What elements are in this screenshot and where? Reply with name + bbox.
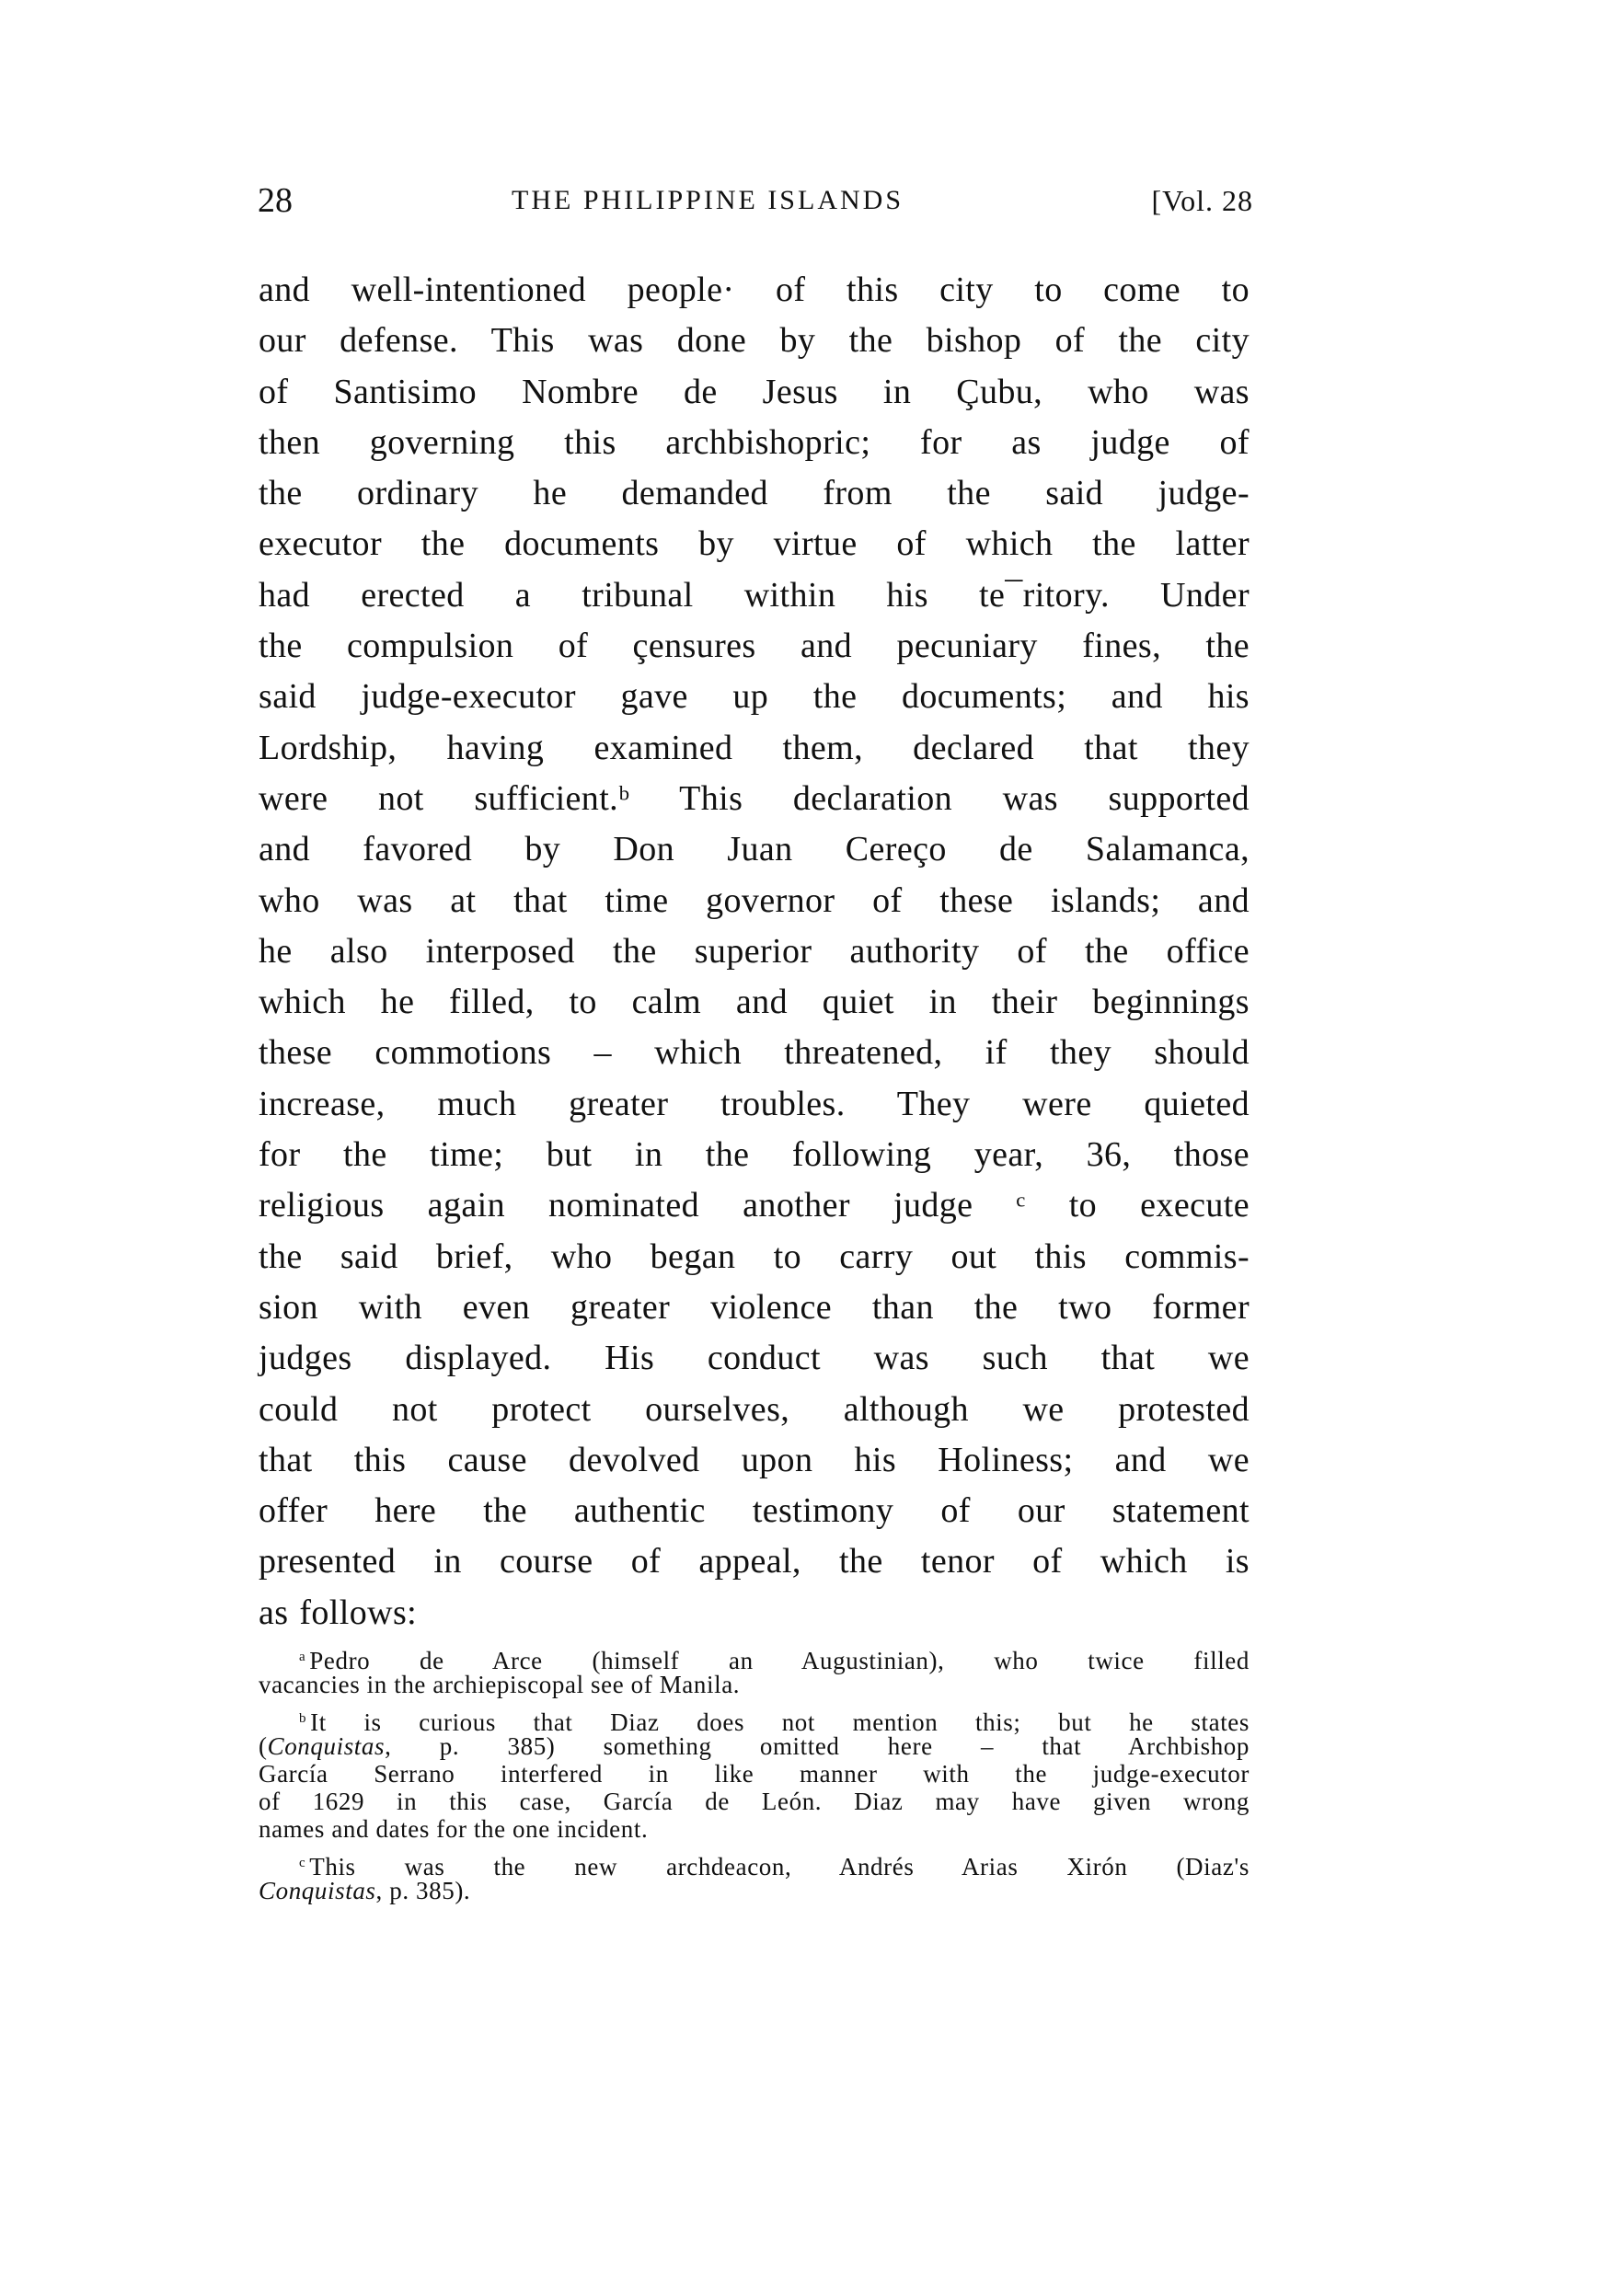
footnote-b — [259, 1705, 1250, 1843]
footnote-marker: a — [299, 1650, 306, 1664]
body-line: our defense. This was done by the bishop of the city — [259, 321, 1250, 361]
body-line: were not sufficient.ᵇ This declaration was supported — [259, 778, 1250, 818]
body-line: judges displayed. His conduct was such that we — [259, 1339, 1250, 1378]
footnote-line — [259, 1671, 1250, 1698]
body-line: presented in course of appeal, the tenor of which is — [259, 1542, 1250, 1581]
body-line: then governing this archbishopric; for as judge of — [259, 422, 1250, 462]
body-line: religious again nominated another judge ᶜ to execute — [259, 1186, 1250, 1225]
footnote-text: vacancies in the archiepiscopal see of Manila. — [259, 1671, 741, 1698]
body-text — [259, 265, 1250, 1639]
footnote-line — [259, 1643, 1250, 1674]
footnote-line — [259, 1788, 1250, 1815]
footnote-line — [259, 1815, 1250, 1843]
running-header — [258, 180, 1251, 221]
footnote-text: , p. 385) something omitted here – that Archbishop — [385, 1732, 1250, 1760]
footnote-text: Pedro de Arce (himself an Augustinian), who twice filled — [309, 1647, 1250, 1674]
body-line: that this cause devolved upon his Holiness; and we — [259, 1440, 1250, 1479]
volume-label: [Vol. 28 — [1151, 184, 1253, 217]
footnote-a — [259, 1643, 1250, 1698]
body-line: for the time; but in the following year, 36, those — [259, 1135, 1250, 1175]
footnote-text: , p. 385). — [375, 1877, 471, 1904]
body-line: the said brief, who began to carry out this commis- — [259, 1236, 1250, 1276]
body-line: Lordship, having examined them, declared that they — [259, 728, 1250, 767]
body-line: the ordinary he demanded from the said judge- — [259, 474, 1250, 513]
body-line: of Santisimo Nombre de Jesus in Çubu, who was — [259, 372, 1250, 411]
running-title: THE PHILIPPINE ISLANDS — [512, 185, 904, 215]
footnote-line — [259, 1732, 1250, 1760]
footnotes — [259, 1643, 1250, 1911]
footnote-line — [259, 1705, 1250, 1736]
footnote-text: It is curious that Diaz does not mention this; but he states — [310, 1708, 1250, 1736]
footnote-marker: b — [299, 1711, 307, 1726]
italic-citation: Conquistas — [259, 1877, 376, 1904]
footnote-text: of 1629 in this case, García de León. Diaz may have given wrong — [259, 1788, 1250, 1815]
footnote-c — [259, 1849, 1250, 1904]
footnote-line — [259, 1849, 1250, 1880]
body-line: he also interposed the superior authority of the office — [259, 931, 1250, 971]
body-line: who was at that time governor of these islands; and — [259, 880, 1250, 920]
body-line: as follows: — [259, 1593, 418, 1632]
italic-citation: Conquistas — [267, 1732, 386, 1760]
body-line: could not protect ourselves, although we protested — [259, 1389, 1250, 1429]
body-line: which he filled, to calm and quiet in their beginnings — [259, 983, 1250, 1022]
footnote-text: names and dates for the one incident. — [259, 1815, 649, 1843]
body-line: and favored by Don Juan Cereço de Salamanca, — [259, 830, 1250, 869]
body-line: said judge-executor gave up the documents; and his — [259, 677, 1250, 717]
footnote-line — [259, 1760, 1250, 1788]
body-line: executor the documents by virtue of which the latter — [259, 524, 1250, 564]
body-line: these commotions – which threatened, if they should — [259, 1033, 1250, 1073]
footnote-text: ( — [259, 1732, 268, 1760]
footnote-text: García Serrano interfered in like manner with the judge-executor — [259, 1760, 1250, 1788]
footnote-marker: c — [299, 1856, 306, 1870]
body-line: increase, much greater troubles. They were quieted — [259, 1084, 1250, 1123]
body-line: offer here the authentic testimony of our statement — [259, 1491, 1250, 1531]
body-line: sion with even greater violence than the two former — [259, 1287, 1250, 1327]
body-line: had erected a tribunal within his te¯ritory. Under — [259, 575, 1250, 615]
body-line: and well-intentioned people· of this city to come to — [259, 270, 1250, 309]
footnote-text: This was the new archdeacon, Andrés Arias Xirón (Diaz's — [309, 1853, 1250, 1880]
page-number: 28 — [258, 181, 293, 220]
body-line: the compulsion of çensures and pecuniary fines, the — [259, 627, 1250, 666]
footnote-line — [259, 1877, 1250, 1904]
